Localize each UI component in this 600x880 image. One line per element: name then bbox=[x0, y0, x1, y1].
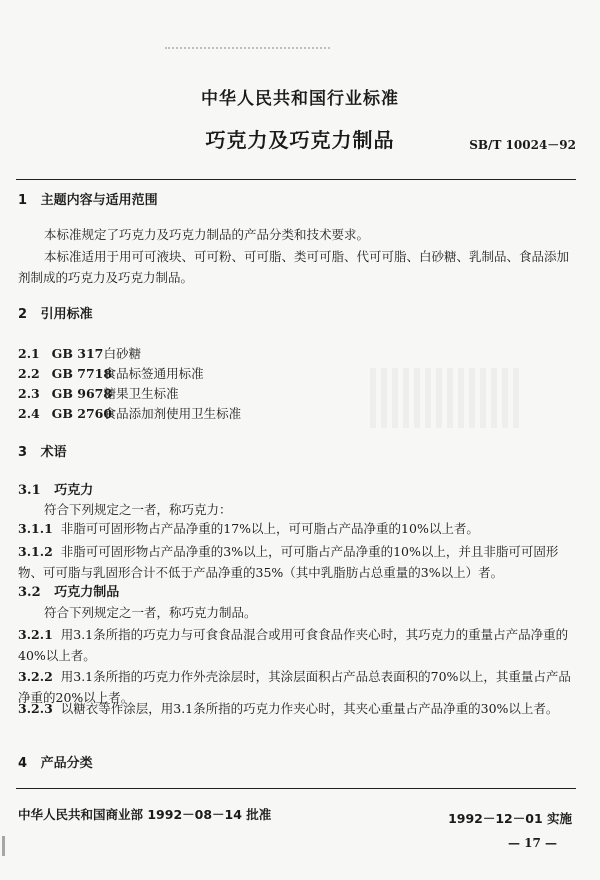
item-number: 2.4 bbox=[18, 406, 40, 421]
section-number: 4 bbox=[18, 756, 28, 771]
reference-name: 食品标签通用标准 bbox=[103, 366, 204, 381]
section-2-heading bbox=[18, 306, 93, 323]
reference-name: 食品添加剂使用卫生标准 bbox=[103, 406, 242, 421]
paragraph: 本标准规定了巧克力及巧克力制品的产品分类和技术要求。 bbox=[44, 227, 370, 242]
scan-smudge bbox=[370, 368, 520, 428]
reference-name: 白砂糖 bbox=[103, 346, 142, 361]
clause-number: 3.2.3 bbox=[18, 701, 53, 716]
clause-number: 3.2.2 bbox=[18, 669, 53, 684]
reference-name: 糖果卫生标准 bbox=[103, 386, 179, 401]
subsection-title: 巧克力 bbox=[54, 483, 94, 498]
subsection-title: 巧克力制品 bbox=[54, 585, 120, 600]
document-title: 巧克力及巧克力制品 bbox=[205, 128, 395, 152]
clause-text: 以糖衣等作涂层，用3.1条所指的巧克力作夹心时，其夹心重量占产品净重的30%以上者。 bbox=[60, 701, 559, 716]
clause-text: 非脂可可固形物占产品净重的3%以上，可可脂占产品净重的10%以上，并且非脂可可固形物、可可脂与乳固形合计不低于产品净重的35%（其中乳脂肪占总重量的3%以上）者。 bbox=[18, 544, 559, 580]
section-3-heading bbox=[18, 444, 67, 461]
scan-artifact bbox=[165, 47, 330, 55]
reference-item bbox=[18, 345, 141, 362]
section-title: 引用标准 bbox=[40, 307, 93, 322]
reference-item bbox=[18, 405, 241, 422]
section-title: 主题内容与适用范围 bbox=[40, 193, 158, 208]
item-number: 2.2 bbox=[18, 366, 40, 381]
subsection-number: 3.2 bbox=[18, 585, 41, 600]
standard-code: SB/T 10024－92 bbox=[469, 138, 576, 152]
issuing-organization: 中华人民共和国行业标准 bbox=[201, 89, 399, 109]
scan-edge-mark bbox=[2, 836, 5, 856]
page-number: — 17 — bbox=[508, 836, 558, 850]
clause-text: 用3.1条所指的巧克力作外壳涂层时，其涂层面积占产品总表面积的70%以上，其重量占产品净重的20%以上者。 bbox=[18, 669, 571, 705]
subsection-3-1-heading bbox=[18, 482, 93, 499]
clause-number: 3.2.1 bbox=[18, 627, 53, 642]
reference-code: GB 7718 bbox=[51, 366, 113, 381]
section-4-heading bbox=[18, 755, 93, 772]
subsection-3-2-heading bbox=[18, 584, 119, 601]
paragraph: 本标准适用于用可可液块、可可粉、可可脂、类可可脂、代可可脂、白砂糖、乳制品、食品添加剂制成的巧克力及巧克力制品。 bbox=[18, 249, 570, 285]
clause-text: 非脂可可固形物占产品净重的17%以上，可可脂占产品净重的10%以上者。 bbox=[60, 521, 479, 536]
section-title: 产品分类 bbox=[40, 756, 93, 771]
reference-code: GB 9678 bbox=[51, 386, 113, 401]
clause-3-2-1 bbox=[18, 624, 580, 666]
clause-text: 用3.1条所指的巧克力与可食食品混合或用可食食品作夹心时，其巧克力的重量占产品净重的40%以上者。 bbox=[18, 627, 569, 663]
section-number: 1 bbox=[18, 193, 28, 208]
section-1-heading bbox=[18, 192, 158, 209]
effective-date: 1992－12－01 实施 bbox=[448, 811, 572, 826]
clause-number: 3.1.1 bbox=[18, 521, 53, 536]
reference-item bbox=[18, 365, 204, 382]
section-number: 3 bbox=[18, 445, 28, 460]
item-number: 2.1 bbox=[18, 346, 40, 361]
paragraph: 符合下列规定之一者，称巧克力制品。 bbox=[44, 605, 257, 620]
reference-code: GB 317 bbox=[51, 346, 104, 361]
section-title: 术语 bbox=[40, 445, 67, 460]
reference-code: GB 2760 bbox=[51, 406, 113, 421]
clause-3-1-2 bbox=[18, 541, 580, 583]
reference-item bbox=[18, 385, 179, 402]
footer-rule bbox=[16, 788, 576, 789]
clause-number: 3.1.2 bbox=[18, 544, 53, 559]
paragraph: 符合下列规定之一者，称巧克力： bbox=[44, 502, 232, 517]
header-rule bbox=[16, 179, 576, 180]
approval-line: 中华人民共和国商业部 1992－08－14 批准 bbox=[18, 807, 272, 822]
subsection-number: 3.1 bbox=[18, 483, 41, 498]
clause-3-1-1 bbox=[18, 518, 580, 539]
clause-3-2-3 bbox=[18, 698, 580, 719]
item-number: 2.3 bbox=[18, 386, 40, 401]
section-number: 2 bbox=[18, 307, 28, 322]
